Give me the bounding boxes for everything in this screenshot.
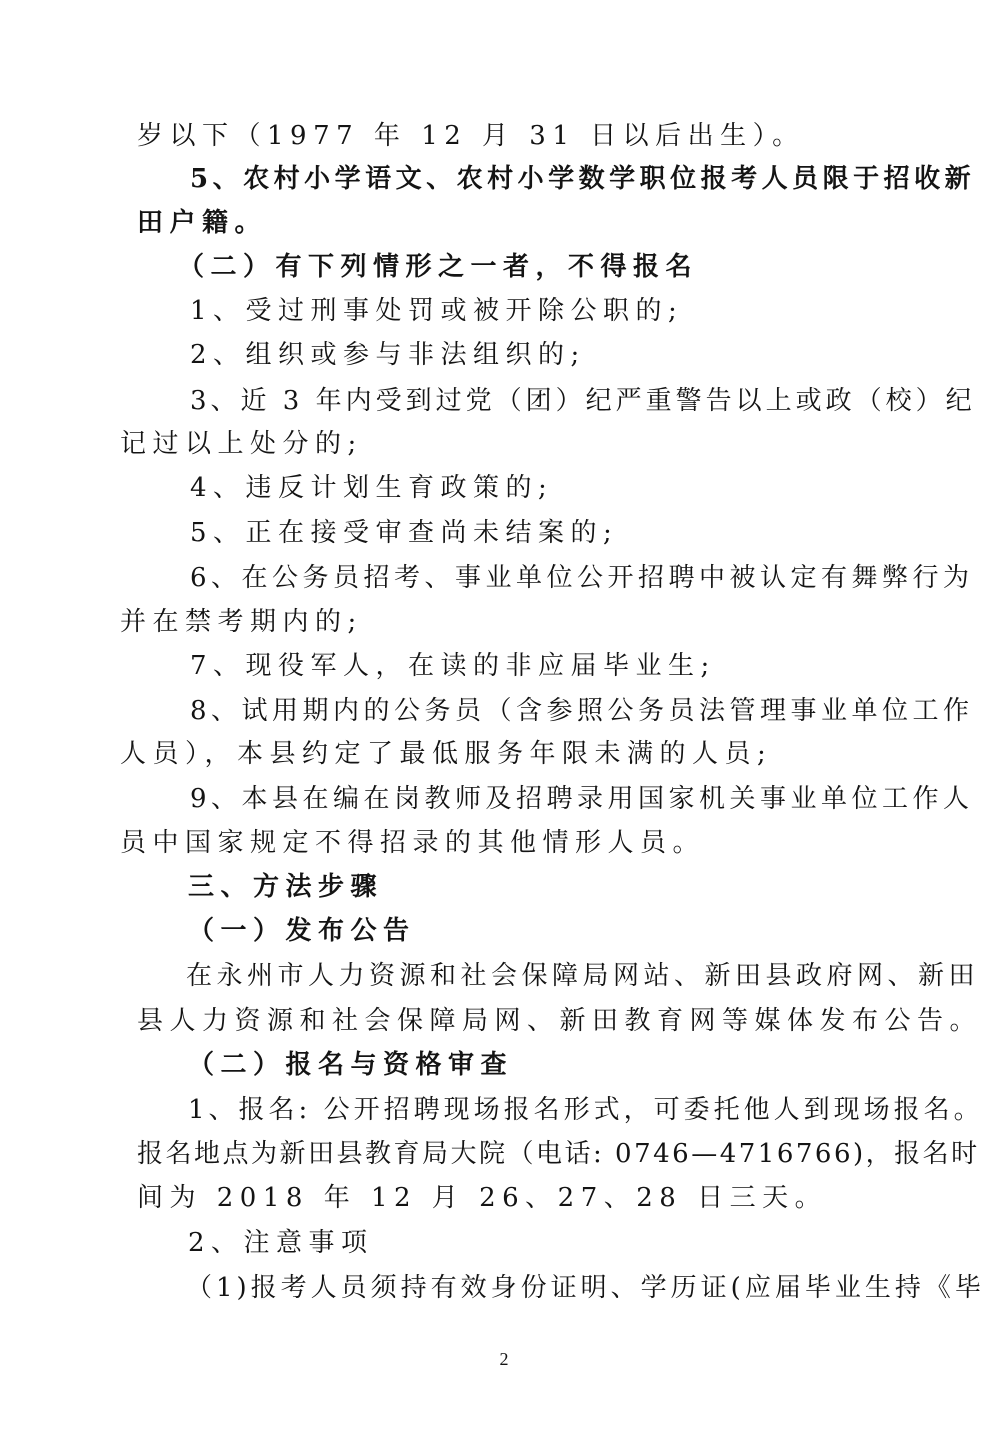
list-item-9: 9、本县在编在岗教师及招聘录用国家机关事业单位工作人 (190, 784, 974, 814)
paragraph-notes-1: （1)报考人员须持有效身份证明、学历证(应届毕业生持《毕 (186, 1273, 985, 1303)
subheading-announcement: （一）发布公告 (188, 916, 416, 946)
list-item-4: 4、违反计划生育政策的; (190, 473, 554, 503)
list-item-1: 1、受过刑事处罚或被开除公职的; (190, 296, 684, 326)
subheading-registration: （二）报名与资格审查 (188, 1050, 514, 1080)
list-item-6-cont: 并在禁考期内的; (120, 607, 363, 637)
list-item-8-cont: 人员），本县约定了最低服务年限未满的人员; (120, 739, 773, 769)
list-item-3-cont: 记过以上处分的; (120, 429, 363, 459)
list-item-7: 7、现役军人，在读的非应届毕业生; (190, 651, 716, 681)
paragraph-registration: 1、报名: 公开招聘现场报名形式，可委托他人到现场报名。 (188, 1095, 984, 1125)
page-number: 2 (499, 1349, 509, 1369)
list-item-9-cont: 员中国家规定不得招录的其他情形人员。 (120, 828, 706, 858)
subheading-notes: 2、注意事项 (188, 1228, 374, 1258)
text-line-3: 田户籍。 (137, 208, 268, 238)
list-item-5: 5、正在接受审查尚未结案的; (190, 518, 619, 548)
paragraph-registration-cont-1: 报名地点为新田县教育局大院（电话: 0746—4716766)，报名时 (137, 1139, 980, 1169)
section-heading-disqualifications: （二）有下列情形之一者，不得报名 (178, 252, 699, 282)
paragraph-registration-cont-2: 间为 2018 年 12 月 26、27、28 日三天。 (137, 1183, 828, 1213)
list-item-8: 8、试用期内的公务员（含参照公务员法管理事业单位工作 (190, 696, 974, 726)
list-item-2: 2、组织或参与非法组织的; (190, 340, 586, 370)
list-item-3: 3、近 3 年内受到过党（团）纪严重警告以上或政（校）纪 (190, 386, 976, 416)
text-line-2: 5、农村小学语文、农村小学数学职位报考人员限于招收新 (190, 164, 976, 194)
section-heading-steps: 三、方法步骤 (188, 872, 384, 902)
text-line-1: 岁以下（1977 年 12 月 31 日以后出生）。 (137, 121, 805, 151)
list-item-6: 6、在公务员招考、事业单位公开招聘中被认定有舞弊行为 (190, 563, 974, 593)
paragraph-announcement: 在永州市人力资源和社会保障局网站、新田县政府网、新田 (186, 961, 980, 991)
paragraph-announcement-cont: 县人力资源和社会保障局网、新田教育网等媒体发布公告。 (137, 1006, 983, 1036)
